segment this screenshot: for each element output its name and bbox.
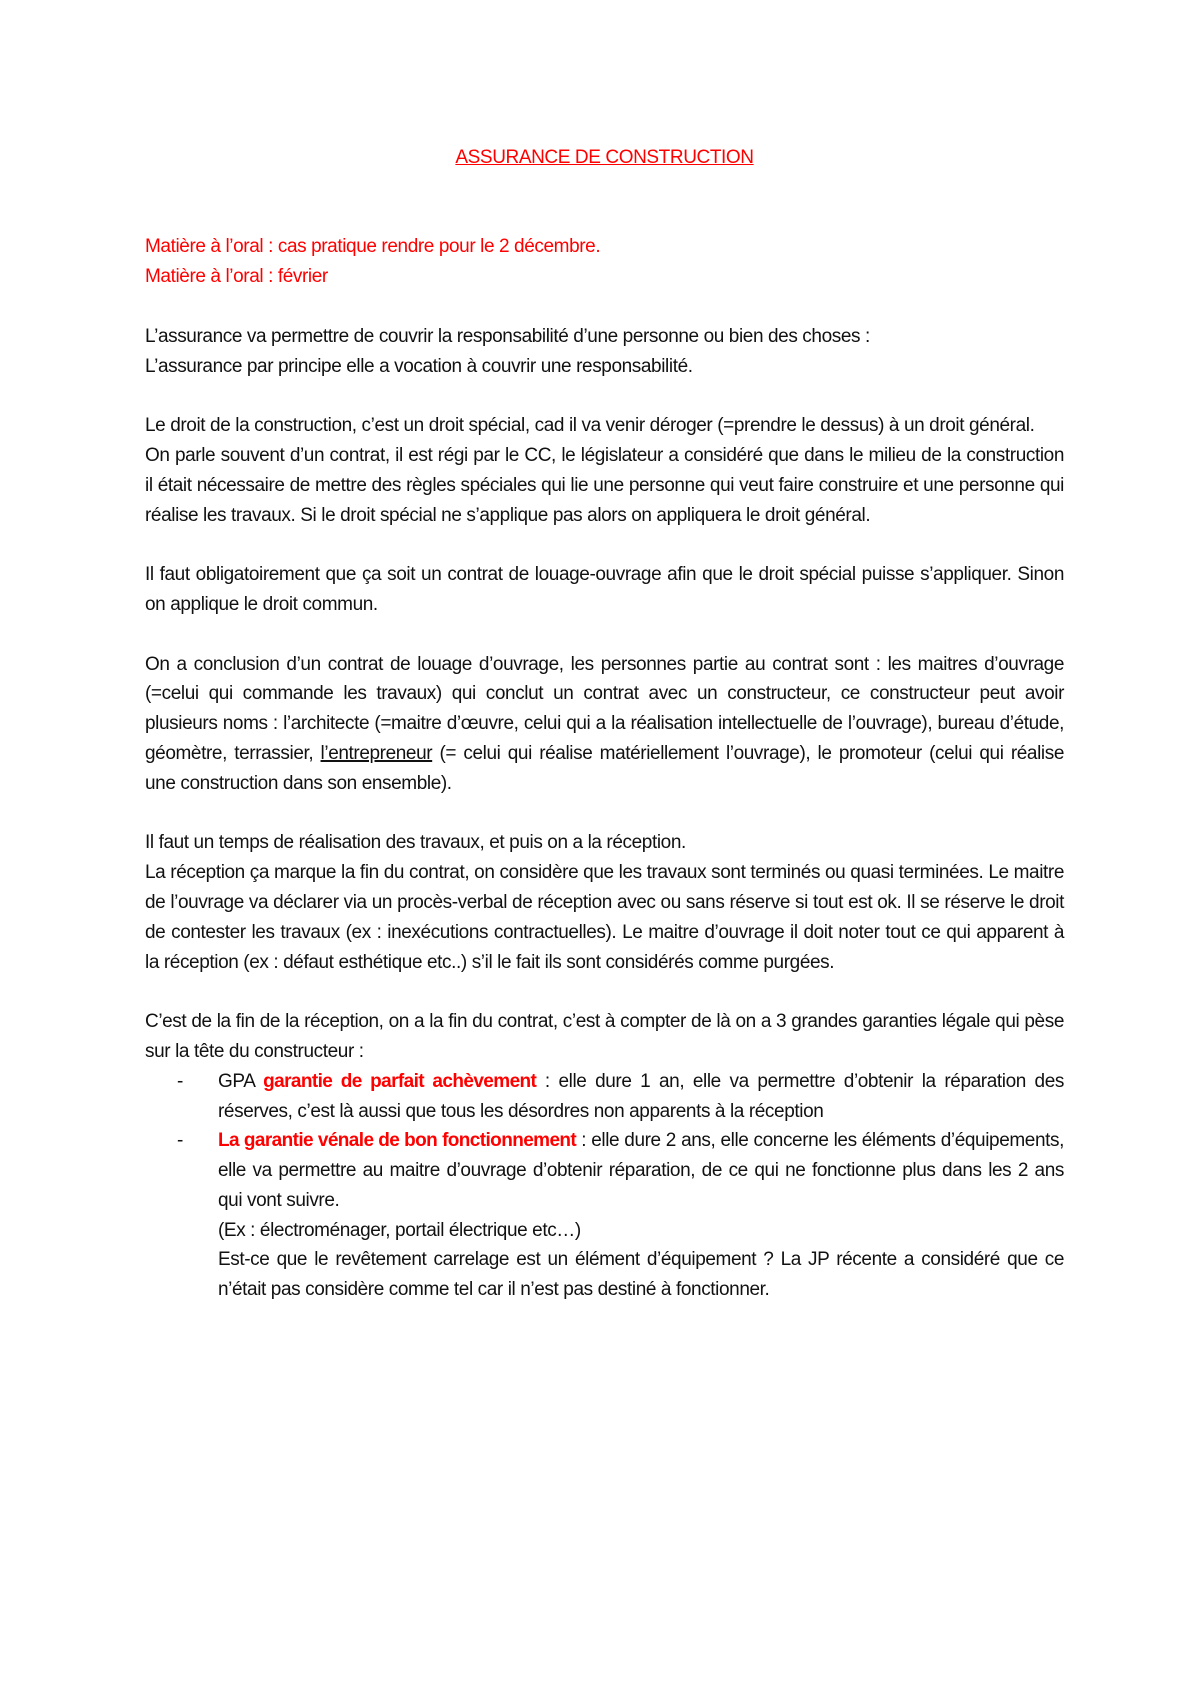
paragraph-louage: Il faut obligatoirement que ça soit un contrat de louage-ouvrage afin que le droit spécial puisse s’appliquer. Sinon on applique le droit commun. <box>145 564 1064 615</box>
paragraph-assurance <box>145 322 1064 382</box>
text-line: L’assurance par principe elle a vocation à couvrir une responsabilité. <box>145 355 693 377</box>
example-line: (Ex : électroménager, portail électrique etc…) <box>218 1219 581 1241</box>
paragraph-contrat: On parle souvent d’un contrat, il est régi par le CC, le législateur a considéré que dans le milieu de la construction il était nécessaire de mettre des règles spéciales qui lie une personne qui veut faire construire et une personne qui réalise les travaux. Si le droit spécial ne s’applique pas alors on appliquera le droit général. <box>145 444 1064 526</box>
dash-bullet: - <box>177 1130 183 1152</box>
notes <box>145 232 1064 292</box>
text: : elle dure 2 ans, elle concerne les éléments d’équipements, elle va permettre au maitre d’ouvrage d’obtenir réparation, de ce qui ne fonctionne plus dans les 2 ans qui vont suivre. <box>218 1130 1064 1211</box>
underlined-term: l’entrepreneur <box>320 742 433 764</box>
paragraph-garanties: C’est de la fin de la réception, on a la fin du contrat, c’est à compter de là on a 3 grandes garanties légale qui pèse sur la tête du constructeur : <box>145 1011 1064 1062</box>
highlight-term: garantie de parfait achèvement <box>263 1070 537 1092</box>
text: : elle dure 1 an, elle va permettre d’obtenir la réparation des réserves, c’est là aussi que tous les désordres non apparents à la réception <box>218 1070 1064 1122</box>
jurisprudence-text: Est-ce que le revêtement carrelage est un élément d’équipement ? La JP récente a considéré que ce n’était pas considère comme tel car il n’est pas destiné à fonctionner. <box>218 1249 1064 1301</box>
highlight-term: La garantie vénale de bon fonctionnement <box>218 1130 577 1152</box>
text: GPA <box>218 1070 264 1092</box>
note-line: Matière à l’oral : cas pratique rendre pour le 2 décembre. <box>145 236 601 258</box>
text-line: L’assurance va permettre de couvrir la responsabilité d’une personne ou bien des choses : <box>145 325 870 347</box>
document-page <box>145 143 1064 1305</box>
paragraph-temps: Il faut un temps de réalisation des travaux, et puis on a la réception. <box>145 832 686 854</box>
note-line: Matière à l’oral : février <box>145 266 328 288</box>
list-item <box>145 1126 1064 1305</box>
paragraph-reception: La réception ça marque la fin du contrat, on considère que les travaux sont terminés ou quasi terminées. Le maitre de l’ouvrage va déclarer via un procès-verbal de réception avec ou sans réserve si tout est ok. Il se réserve le droit de contester les travaux (ex : inexécutions contractuelles). Le maitre d’ouvrage il doit noter tout ce qui apparent à la réception (ex : défaut esthétique etc..) s’il le fait ils sont considérés comme purgées. <box>145 862 1064 973</box>
document-title: ASSURANCE DE CONSTRUCTION <box>455 147 754 168</box>
dash-bullet: - <box>177 1070 183 1092</box>
paragraph-droit-special: Le droit de la construction, c’est un droit spécial, cad il va venir déroger (=prendre le dessus) à un droit général. <box>145 415 1035 437</box>
list-item <box>145 1067 1064 1127</box>
paragraph-parties <box>145 650 1064 799</box>
text: (= celui qui réalise matériellement l’ouvrage), le promoteur (celui qui réalise une construction dans son ensemble). <box>145 742 1064 794</box>
text: On a conclusion d’un contrat de louage d’ouvrage, les personnes partie au contrat sont : les maitres d’ouvrage (=celui qui commande les travaux) qui conclut un contrat avec un constructeur, ce constructeur peut avoir plusieurs noms : l’architecte (=maitre d’œuvre, celui qui a la réalisation intellectuelle de l’ouvrage), bureau d’étude, géomètre, terrassier, <box>145 653 1064 764</box>
guarantee-list <box>145 1067 1064 1305</box>
